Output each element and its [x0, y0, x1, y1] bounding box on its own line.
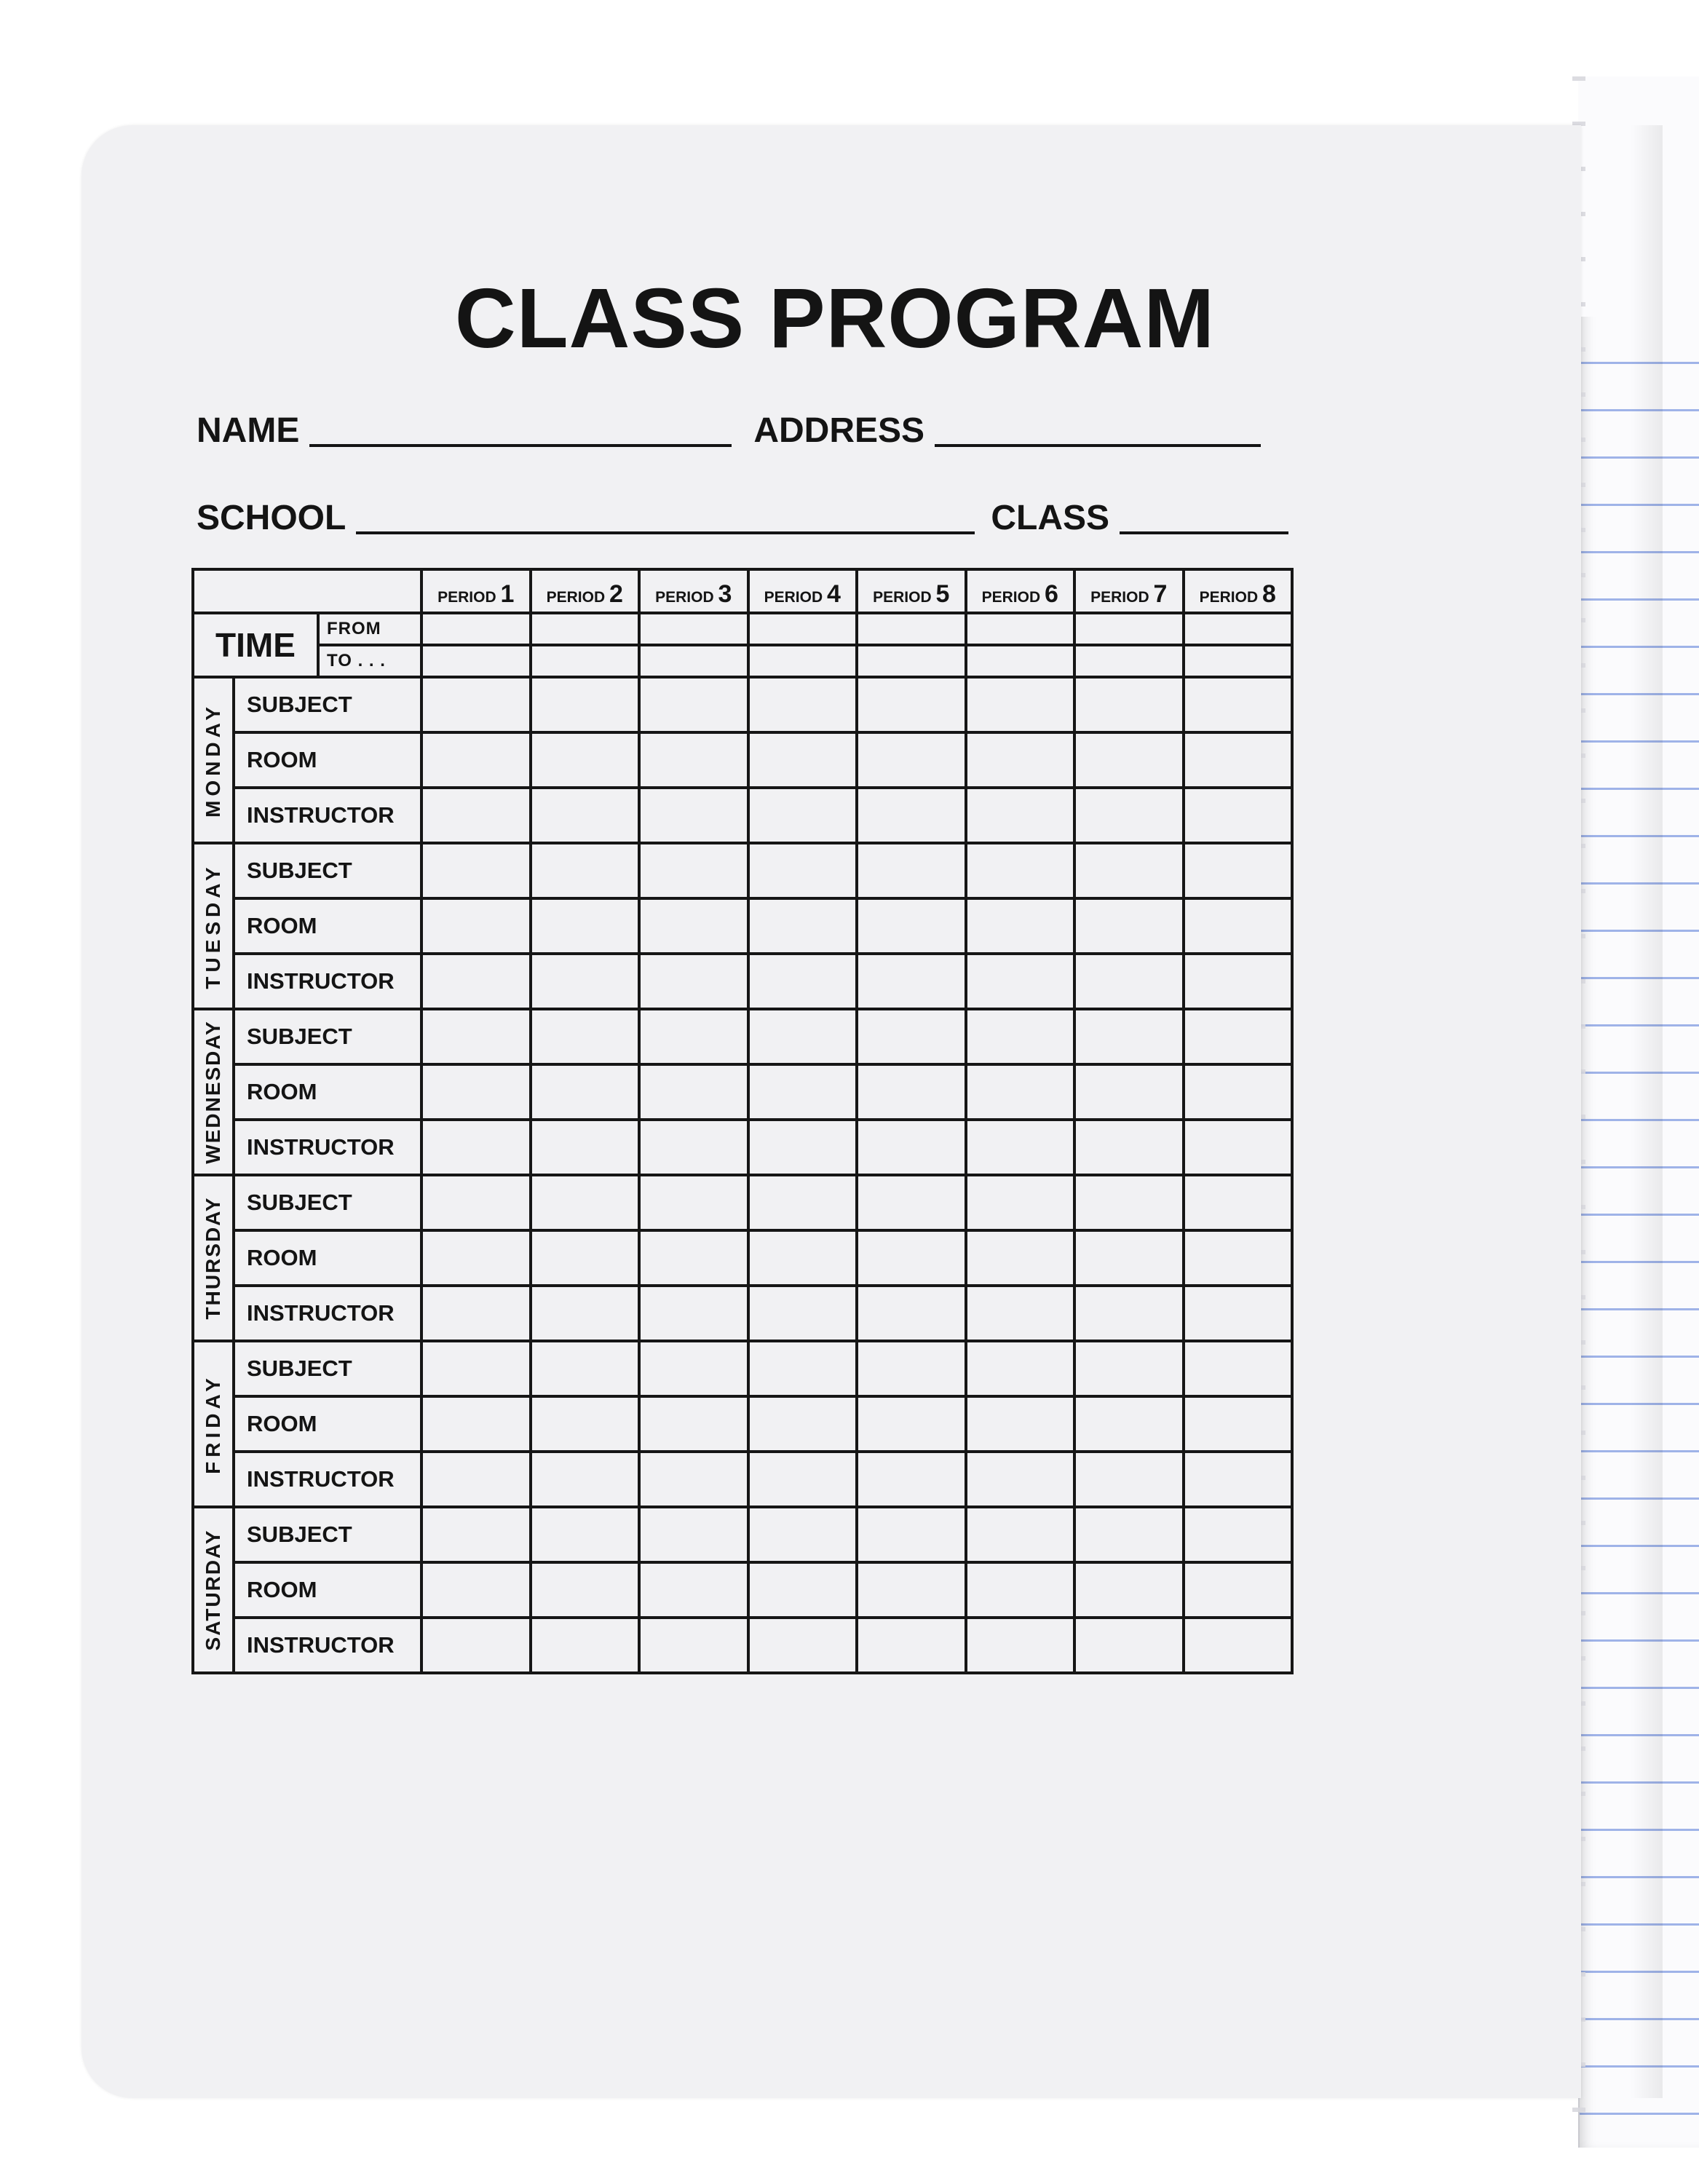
- row-label-subject: SUBJECT: [234, 1341, 421, 1396]
- schedule-cell[interactable]: [531, 677, 640, 732]
- schedule-cell[interactable]: [857, 677, 966, 732]
- schedule-cell[interactable]: [531, 1286, 640, 1341]
- row-friday-instructor: [193, 1452, 1292, 1507]
- schedule-cell[interactable]: [1184, 1507, 1293, 1562]
- schedule-cell[interactable]: [531, 1507, 640, 1562]
- schedule-cell[interactable]: [1184, 1562, 1293, 1618]
- schedule-cell[interactable]: [531, 1396, 640, 1452]
- day-friday: [193, 1341, 234, 1507]
- schedule-cell[interactable]: [1184, 843, 1293, 898]
- schedule-cell[interactable]: [966, 1230, 1075, 1286]
- period-word: PERIOD: [873, 589, 936, 606]
- row-label-subject: SUBJECT: [234, 1175, 421, 1230]
- schedule-cell[interactable]: [1184, 1452, 1293, 1507]
- schedule-cell[interactable]: [421, 1452, 531, 1507]
- schedule-cell[interactable]: [531, 1064, 640, 1120]
- day-label: FRIDAY: [202, 1374, 224, 1474]
- time-to-cell[interactable]: [857, 645, 966, 677]
- schedule-cell[interactable]: [1184, 1120, 1293, 1175]
- schedule-cell[interactable]: [857, 1286, 966, 1341]
- schedule-cell[interactable]: [421, 1341, 531, 1396]
- schedule-cell[interactable]: [748, 898, 858, 954]
- schedule-cell[interactable]: [1184, 1396, 1293, 1452]
- row-saturday-room: [193, 1562, 1292, 1618]
- time-from-cell[interactable]: [748, 613, 858, 645]
- time-to-cell[interactable]: [639, 645, 748, 677]
- row-label-subject: SUBJECT: [234, 1009, 421, 1064]
- schedule-cell[interactable]: [639, 1562, 748, 1618]
- period-header-1: [421, 569, 531, 613]
- period-number: 5: [935, 580, 950, 608]
- address-field[interactable]: [935, 444, 1261, 447]
- schedule-cell[interactable]: [639, 843, 748, 898]
- row-wednesday-subject: [193, 1009, 1292, 1064]
- period-number: 6: [1044, 580, 1058, 608]
- schedule-cell[interactable]: [1184, 1618, 1293, 1673]
- schedule-cell[interactable]: [531, 1341, 640, 1396]
- day-wednesday: [193, 1009, 234, 1175]
- spine-shadow: [1631, 125, 1663, 2098]
- row-label-instructor: INSTRUCTOR: [234, 1452, 421, 1507]
- period-header-6: [966, 569, 1075, 613]
- address-label: ADDRESS: [753, 411, 925, 450]
- schedule-cell[interactable]: [1074, 1009, 1184, 1064]
- row-label-room: ROOM: [234, 732, 421, 788]
- schedule-cell[interactable]: [1184, 1286, 1293, 1341]
- schedule-cell[interactable]: [1074, 1064, 1184, 1120]
- schedule-cell[interactable]: [1074, 898, 1184, 954]
- schedule-cell[interactable]: [531, 1175, 640, 1230]
- schedule-cell[interactable]: [639, 732, 748, 788]
- schedule-cell[interactable]: [857, 1396, 966, 1452]
- day-monday: [193, 677, 234, 843]
- schedule-cell[interactable]: [531, 1452, 640, 1507]
- schedule-cell[interactable]: [1074, 1452, 1184, 1507]
- name-address-row: [197, 393, 1261, 451]
- schedule-cell[interactable]: [1184, 954, 1293, 1009]
- schedule-cell[interactable]: [966, 1452, 1075, 1507]
- period-header-3: [639, 569, 748, 613]
- schedule-cell[interactable]: [421, 1175, 531, 1230]
- period-header-2: [531, 569, 640, 613]
- schedule-cell[interactable]: [639, 954, 748, 1009]
- schedule-cell[interactable]: [966, 732, 1075, 788]
- schedule-cell[interactable]: [531, 1562, 640, 1618]
- schedule-cell[interactable]: [966, 677, 1075, 732]
- schedule-cell[interactable]: [857, 1230, 966, 1286]
- from-label: FROM: [318, 613, 421, 645]
- time-from-cell[interactable]: [1074, 613, 1184, 645]
- period-word: PERIOD: [1090, 589, 1154, 606]
- schedule-cell[interactable]: [421, 788, 531, 843]
- schedule-cell[interactable]: [857, 954, 966, 1009]
- schedule-cell[interactable]: [748, 1507, 858, 1562]
- schedule-cell[interactable]: [966, 1064, 1075, 1120]
- schedule-cell[interactable]: [857, 843, 966, 898]
- period-word: PERIOD: [1199, 589, 1262, 606]
- time-from-cell[interactable]: [857, 613, 966, 645]
- schedule-cell[interactable]: [857, 1175, 966, 1230]
- schedule-cell[interactable]: [639, 677, 748, 732]
- schedule-cell[interactable]: [748, 677, 858, 732]
- day-label: SATURDAY: [202, 1529, 224, 1651]
- day-label: TUESDAY: [202, 863, 224, 989]
- row-monday-room: [193, 732, 1292, 788]
- schedule-cell[interactable]: [857, 1120, 966, 1175]
- schedule-cell[interactable]: [639, 1175, 748, 1230]
- schedule-cell[interactable]: [639, 1618, 748, 1673]
- schedule-cell[interactable]: [639, 1120, 748, 1175]
- schedule-cell[interactable]: [1074, 1562, 1184, 1618]
- schedule-cell[interactable]: [421, 843, 531, 898]
- schedule-cell[interactable]: [857, 1452, 966, 1507]
- schedule-cell[interactable]: [748, 1286, 858, 1341]
- schedule-cell[interactable]: [1074, 1396, 1184, 1452]
- schedule-cell[interactable]: [1184, 1230, 1293, 1286]
- schedule-cell[interactable]: [421, 898, 531, 954]
- row-monday-instructor: [193, 788, 1292, 843]
- schedule-cell[interactable]: [966, 788, 1075, 843]
- schedule-cell[interactable]: [857, 1618, 966, 1673]
- schedule-cell[interactable]: [1184, 1009, 1293, 1064]
- schedule-cell[interactable]: [1184, 788, 1293, 843]
- schedule-cell[interactable]: [1074, 1230, 1184, 1286]
- schedule-cell[interactable]: [1074, 1286, 1184, 1341]
- schedule-cell[interactable]: [966, 1618, 1075, 1673]
- row-label-subject: SUBJECT: [234, 843, 421, 898]
- schedule-cell[interactable]: [639, 1230, 748, 1286]
- schedule-cell[interactable]: [966, 843, 1075, 898]
- schedule-cell[interactable]: [1184, 677, 1293, 732]
- schedule-cell[interactable]: [531, 843, 640, 898]
- row-label-instructor: INSTRUCTOR: [234, 954, 421, 1009]
- schedule-cell[interactable]: [748, 1396, 858, 1452]
- schedule-cell[interactable]: [1074, 788, 1184, 843]
- period-number: 7: [1153, 580, 1168, 608]
- schedule-cell[interactable]: [857, 1507, 966, 1562]
- schedule-cell[interactable]: [531, 1009, 640, 1064]
- row-saturday-instructor: [193, 1618, 1292, 1673]
- schedule-cell[interactable]: [421, 1562, 531, 1618]
- schedule-cell[interactable]: [748, 1452, 858, 1507]
- period-number: 1: [500, 580, 515, 608]
- schedule-cell[interactable]: [639, 1064, 748, 1120]
- schedule-cell[interactable]: [1184, 1341, 1293, 1396]
- period-word: PERIOD: [764, 589, 827, 606]
- schedule-cell[interactable]: [421, 1064, 531, 1120]
- schedule-cell[interactable]: [421, 677, 531, 732]
- period-header-8: [1184, 569, 1293, 613]
- timetable-grid: [191, 568, 1294, 1674]
- period-word: PERIOD: [981, 589, 1045, 606]
- schedule-cell[interactable]: [748, 1120, 858, 1175]
- schedule-cell[interactable]: [531, 898, 640, 954]
- row-thursday-room: [193, 1230, 1292, 1286]
- schedule-cell[interactable]: [1184, 898, 1293, 954]
- to-label: TO . . .: [318, 645, 421, 677]
- row-label-subject: SUBJECT: [234, 677, 421, 732]
- time-from-cell[interactable]: [1184, 613, 1293, 645]
- schedule-cell[interactable]: [1074, 954, 1184, 1009]
- schedule-cell[interactable]: [966, 1120, 1075, 1175]
- row-thursday-instructor: [193, 1286, 1292, 1341]
- day-label: MONDAY: [202, 703, 224, 818]
- time-to-cell[interactable]: [1184, 645, 1293, 677]
- row-tuesday-instructor: [193, 954, 1292, 1009]
- schedule-cell[interactable]: [857, 1562, 966, 1618]
- schedule-cell[interactable]: [531, 1618, 640, 1673]
- schedule-cell[interactable]: [857, 788, 966, 843]
- schedule-cell[interactable]: [748, 1064, 858, 1120]
- row-label-instructor: INSTRUCTOR: [234, 1286, 421, 1341]
- schedule-cell[interactable]: [639, 1396, 748, 1452]
- schedule-cell[interactable]: [748, 1562, 858, 1618]
- name-label: NAME: [197, 411, 300, 450]
- schedule-cell[interactable]: [966, 1009, 1075, 1064]
- period-header-4: [748, 569, 858, 613]
- schedule-cell[interactable]: [966, 1507, 1075, 1562]
- row-label-room: ROOM: [234, 1064, 421, 1120]
- day-thursday: [193, 1175, 234, 1341]
- row-friday-room: [193, 1396, 1292, 1452]
- schedule-cell[interactable]: [966, 1396, 1075, 1452]
- schedule-cell[interactable]: [421, 1618, 531, 1673]
- schedule-cell[interactable]: [1074, 1175, 1184, 1230]
- time-from-cell[interactable]: [639, 613, 748, 645]
- schedule-cell[interactable]: [748, 1618, 858, 1673]
- schedule-cell[interactable]: [639, 1507, 748, 1562]
- row-label-room: ROOM: [234, 1230, 421, 1286]
- schedule-cell[interactable]: [1074, 1341, 1184, 1396]
- schedule-cell[interactable]: [639, 1452, 748, 1507]
- row-friday-subject: [193, 1341, 1292, 1396]
- period-number: 3: [718, 580, 732, 608]
- row-wednesday-instructor: [193, 1120, 1292, 1175]
- schedule-cell[interactable]: [966, 1175, 1075, 1230]
- schedule-cell[interactable]: [857, 1064, 966, 1120]
- schedule-cell[interactable]: [421, 732, 531, 788]
- time-to-cell[interactable]: [748, 645, 858, 677]
- time-to-cell[interactable]: [1074, 645, 1184, 677]
- row-label-instructor: INSTRUCTOR: [234, 1120, 421, 1175]
- period-header-row: [193, 569, 1292, 613]
- schedule-cell[interactable]: [531, 954, 640, 1009]
- schedule-cell[interactable]: [1074, 843, 1184, 898]
- row-tuesday-subject: [193, 843, 1292, 898]
- schedule-cell[interactable]: [748, 788, 858, 843]
- period-word: PERIOD: [546, 589, 609, 606]
- schedule-cell[interactable]: [531, 1120, 640, 1175]
- schedule-cell[interactable]: [748, 1230, 858, 1286]
- row-monday-subject: [193, 677, 1292, 732]
- school-class-row: [197, 480, 1288, 539]
- schedule-cell[interactable]: [748, 1009, 858, 1064]
- day-label: WEDNESDAY: [202, 1020, 224, 1164]
- schedule-cell[interactable]: [1184, 1175, 1293, 1230]
- schedule-cell[interactable]: [748, 1175, 858, 1230]
- time-from-row: [193, 613, 1292, 645]
- schedule-cell[interactable]: [966, 1286, 1075, 1341]
- day-saturday: [193, 1507, 234, 1673]
- schedule-cell[interactable]: [421, 954, 531, 1009]
- page-title: CLASS PROGRAM: [454, 271, 1216, 365]
- schedule-cell[interactable]: [1074, 1507, 1184, 1562]
- schedule-cell[interactable]: [531, 732, 640, 788]
- period-header-7: [1074, 569, 1184, 613]
- time-to-cell[interactable]: [531, 645, 640, 677]
- day-tuesday: [193, 843, 234, 1009]
- row-saturday-subject: [193, 1507, 1292, 1562]
- schedule-cell[interactable]: [1074, 677, 1184, 732]
- row-label-subject: SUBJECT: [234, 1507, 421, 1562]
- time-from-cell[interactable]: [421, 613, 531, 645]
- row-label-room: ROOM: [234, 898, 421, 954]
- row-wednesday-room: [193, 1064, 1292, 1120]
- school-field[interactable]: [356, 531, 975, 534]
- class-label: CLASS: [991, 499, 1110, 537]
- period-number: 8: [1262, 580, 1276, 608]
- schedule-cell[interactable]: [421, 1396, 531, 1452]
- day-label: THURSDAY: [202, 1196, 224, 1320]
- period-word: PERIOD: [655, 589, 718, 606]
- time-from-cell[interactable]: [531, 613, 640, 645]
- schedule-cell[interactable]: [966, 1562, 1075, 1618]
- name-field[interactable]: [309, 444, 732, 447]
- row-thursday-subject: [193, 1175, 1292, 1230]
- row-label-instructor: INSTRUCTOR: [234, 1618, 421, 1673]
- schedule-cell[interactable]: [748, 954, 858, 1009]
- school-label: SCHOOL: [197, 499, 346, 537]
- schedule-cell[interactable]: [748, 732, 858, 788]
- time-label: TIME: [193, 613, 318, 677]
- row-label-instructor: INSTRUCTOR: [234, 788, 421, 843]
- schedule-cell[interactable]: [966, 1341, 1075, 1396]
- period-number: 2: [609, 580, 623, 608]
- schedule-cell[interactable]: [748, 1341, 858, 1396]
- time-to-cell[interactable]: [421, 645, 531, 677]
- row-label-room: ROOM: [234, 1562, 421, 1618]
- schedule-cell[interactable]: [966, 898, 1075, 954]
- schedule-cell[interactable]: [1074, 1120, 1184, 1175]
- row-label-room: ROOM: [234, 1396, 421, 1452]
- schedule-cell[interactable]: [857, 732, 966, 788]
- schedule-cell[interactable]: [421, 1507, 531, 1562]
- header-corner-cell: [193, 569, 421, 613]
- schedule-cell[interactable]: [1074, 1618, 1184, 1673]
- schedule-cell[interactable]: [1184, 1064, 1293, 1120]
- schedule-cell[interactable]: [1074, 732, 1184, 788]
- schedule-cell[interactable]: [421, 1009, 531, 1064]
- schedule-cell[interactable]: [421, 1230, 531, 1286]
- schedule-cell[interactable]: [966, 954, 1075, 1009]
- schedule-cell[interactable]: [639, 898, 748, 954]
- time-from-cell[interactable]: [966, 613, 1075, 645]
- schedule-cell[interactable]: [639, 1341, 748, 1396]
- schedule-cell[interactable]: [857, 1341, 966, 1396]
- schedule-cell[interactable]: [639, 1009, 748, 1064]
- period-number: 4: [826, 580, 841, 608]
- schedule-cell[interactable]: [857, 1009, 966, 1064]
- schedule-cell[interactable]: [421, 1286, 531, 1341]
- schedule-cell[interactable]: [421, 1120, 531, 1175]
- time-to-row: [193, 645, 1292, 677]
- row-tuesday-room: [193, 898, 1292, 954]
- schedule-cell[interactable]: [531, 788, 640, 843]
- schedule-cell[interactable]: [639, 1286, 748, 1341]
- schedule-cell[interactable]: [639, 788, 748, 843]
- period-header-5: [857, 569, 966, 613]
- schedule-cell[interactable]: [531, 1230, 640, 1286]
- class-field[interactable]: [1120, 531, 1288, 534]
- schedule-cell[interactable]: [1184, 732, 1293, 788]
- time-to-cell[interactable]: [966, 645, 1075, 677]
- schedule-cell[interactable]: [857, 898, 966, 954]
- schedule-cell[interactable]: [748, 843, 858, 898]
- period-word: PERIOD: [437, 589, 501, 606]
